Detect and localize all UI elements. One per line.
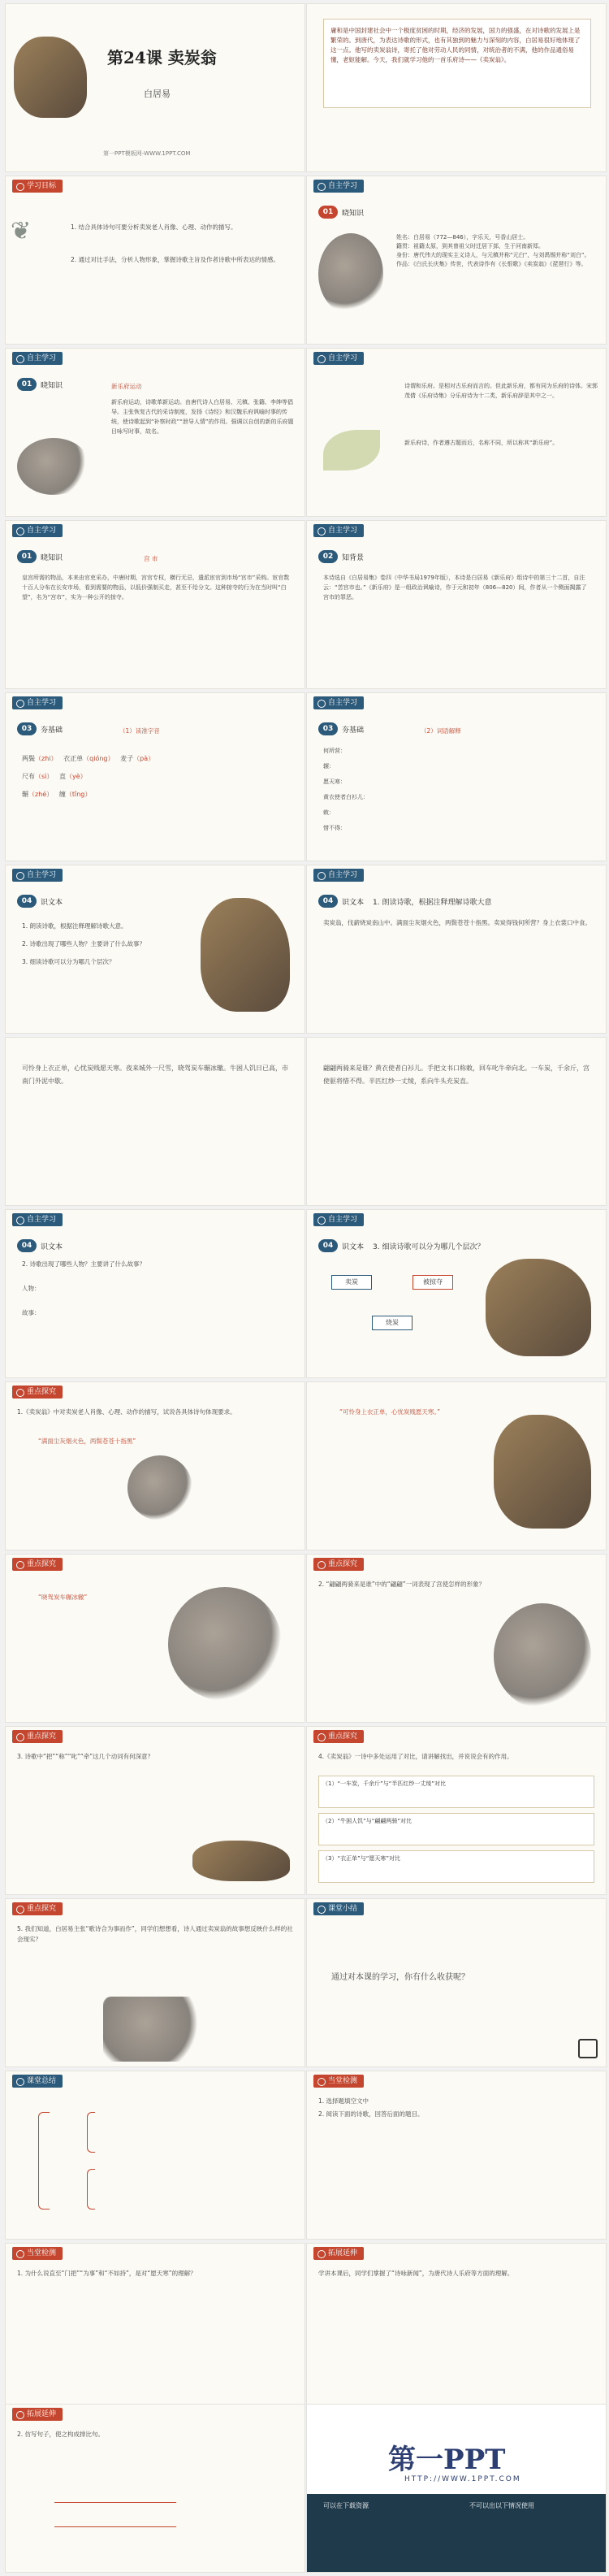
word-list	[323, 744, 599, 836]
poem-text: 可怜身上衣正单，心忧炭贱愿天寒。夜来城外一尺雪，晓驾炭车辗冰辙。牛困人饥日已高，市南门外泥中歇。	[22, 1065, 288, 1085]
ox-illustration	[494, 1415, 591, 1529]
pinyin-4: （sì）	[35, 773, 54, 780]
paragraph: 本诗选自《白居易集》卷四（中华书局1979年版），本诗是白居易《新乐府》组诗中的第三十二首，自注云：“苦宫市也。”《新乐府》是一组政治讽喻诗，作于元和初年（806—820）间，作者从一个侧面揭露了宫市的罪恶。	[323, 575, 587, 601]
brace-bottom	[87, 2169, 95, 2210]
pinyin-6: （zhé）	[28, 791, 54, 798]
section-num: 04	[17, 895, 37, 908]
slide-gongshi[interactable]	[5, 520, 305, 689]
char-6: 辗	[22, 791, 28, 798]
slide-structure[interactable]	[306, 1209, 607, 1378]
section-question: 3. 细读诗歌可以分为哪几个层次？	[373, 1242, 485, 1251]
question: 2. “翩翩两骑来是谁”中的“翩翩”一词表现了宫使怎样的形象？	[318, 1581, 486, 1588]
slide-test-1[interactable]	[306, 2071, 607, 2240]
tag-label: 自主学习	[313, 524, 364, 537]
paragraph: 学讲本课后，同学们掌握了“诗咏新闻”，为唐代诗人乐府等方面的理解。	[318, 2270, 514, 2277]
section-label: 识文本	[342, 898, 365, 907]
question: 2. 仿写句子，使之构成排比句。	[17, 2431, 105, 2438]
comparison-1: （1）“一车炭，千余斤”与“半匹红纱一丈绫”对比	[318, 1776, 594, 1808]
tag-label: 课堂总结	[12, 2075, 63, 2088]
slide-poem-1[interactable]	[306, 865, 607, 1034]
node-plunder: 被掠夺	[412, 1275, 453, 1290]
section-num: 01	[318, 206, 338, 219]
objective-2: 2. 通过对比手法，分析人物形象，掌握诗歌主旨及作者诗歌中所表达的情感。	[71, 256, 280, 263]
poem-text: 翩翩两骑来是谁？黄衣使者白衫儿。手把文书口称敕，回车叱牛牵向北。一车炭，千余斤，宫使驱将惜不得。半匹红纱一丈绫，系向牛头充炭直。	[323, 1065, 590, 1085]
section-question: 1. 朗读诗歌，根据注释理解诗歌大意	[373, 898, 492, 907]
slide-focus-6[interactable]	[306, 1726, 607, 1895]
slide-summary-diagram[interactable]	[5, 2071, 305, 2240]
slide-extension-2[interactable]	[5, 2404, 305, 2573]
word-2: 辗：	[323, 763, 335, 770]
subtitle: （2）词语解释	[421, 727, 461, 735]
subtitle: 宫 市	[144, 555, 158, 562]
pinyin-list	[22, 750, 298, 804]
slide-objectives[interactable]	[5, 176, 305, 345]
footer-heading-right: 不可以出以下情况使用	[469, 2502, 534, 2509]
story-label: 故事：	[22, 1309, 41, 1316]
char-7: 缠	[58, 791, 66, 798]
section-header	[318, 206, 364, 219]
section-num: 01	[17, 550, 37, 563]
section-header	[17, 550, 63, 563]
slide-focus-7[interactable]	[5, 1898, 305, 2067]
ink-illustration	[127, 1455, 192, 1520]
section-label: 识文本	[342, 1242, 365, 1251]
pinyin-7: （tǐng）	[65, 791, 92, 798]
node-sell: 卖炭	[331, 1275, 372, 1290]
tag-label: 学习目标	[12, 180, 63, 193]
tag-label: 自主学习	[12, 696, 63, 709]
slide-poem-3[interactable]	[306, 1037, 607, 1206]
section-header	[17, 722, 63, 735]
tag-label: 自主学习	[313, 869, 364, 882]
section-header	[318, 1239, 484, 1252]
char-2: 衣正单	[63, 755, 84, 762]
slide-xinyuefu[interactable]	[5, 348, 305, 517]
section-num: 03	[17, 722, 37, 735]
comparison-2: （2）“牛困人饥”与“翩翩两骑”对比	[318, 1813, 594, 1845]
slide-pronunciation[interactable]	[5, 692, 305, 861]
section-num: 04	[17, 1239, 37, 1252]
section-header	[318, 722, 364, 735]
tag-label: 重点探究	[313, 1730, 364, 1743]
slide-characters[interactable]	[5, 1209, 305, 1378]
word-1: 何所营：	[323, 748, 346, 754]
author-home: 籍贯：祖籍太原，到其曾祖父时迁居下邽，生于河南新郑。	[396, 243, 544, 249]
section-label: 识文本	[41, 898, 63, 907]
intro-box: 庸和是中国封建社会中一个极度贫困的时期，经济的发展，国力的强盛，在对诗歌的发展上是繁荣的。到唐代，为表达诗歌的形式，也有其独到的魅力与深刻的内容，白居易很好地体现了这一点。他写的卖炭翁诗，寄托了他对劳动人民的同情，对统治者的不满，他的作品通俗易懂，老妪能解。今天，我们就学习他的一首乐府诗——《卖炭翁》。	[323, 19, 591, 108]
author: 白居易	[144, 89, 171, 99]
paragraph: 新乐府运动，诗歌革新运动。由唐代诗人白居易、元稹、张籍、李绅等倡导。主张恢复古代的采诗制度，发扬《诗经》和汉魏乐府讽喻时事的传统，使诗歌起到“补察时政”“泄导人情”的作用。强调以自创的新的乐府题目咏写时事，故名。	[111, 399, 294, 435]
pinyin-3: （pà）	[133, 755, 155, 762]
tag-label: 重点探究	[313, 1558, 364, 1571]
section-label: 夯基础	[342, 726, 365, 735]
tag-label: 课堂小结	[313, 1902, 364, 1915]
ox-illustration	[14, 37, 87, 118]
question-2: 2. 诗歌出现了哪些人物？主要讲了什么故事？	[22, 940, 146, 948]
section-header	[17, 1239, 63, 1252]
question: 4.《卖炭翁》一诗中多处运用了对比，请讲解找出，并说说会有的作用。	[318, 1753, 513, 1760]
section-label: 晓知识	[342, 209, 365, 218]
pinyin-5: （yè）	[66, 773, 87, 780]
slide-focus-2[interactable]	[306, 1381, 607, 1550]
answer-underline	[54, 2526, 176, 2527]
ink-illustration	[168, 1587, 282, 1701]
section-num: 03	[318, 722, 338, 735]
section-num: 01	[17, 378, 37, 391]
tag-label: 自主学习	[313, 696, 364, 709]
char-4: 尺布	[22, 773, 35, 780]
ox-illustration	[201, 898, 290, 1012]
slide-focus-5[interactable]	[5, 1726, 305, 1895]
subtitle: 新乐府运动	[111, 383, 142, 390]
section-header	[318, 895, 491, 908]
tag-label: 拓展延伸	[313, 2247, 364, 2260]
slide-reading-questions[interactable]	[5, 865, 305, 1034]
quote: “晓驾炭车辗冰辙”	[38, 1594, 88, 1601]
paragraph-1: 诗谓和乐府。是相对古乐府而言的。但此新乐府，都有同为乐府的诗体。宋郭茂倩《乐府诗集》分乐府诗为十二类，新乐府辞是其中之一。	[404, 383, 598, 399]
tag-label: 自主学习	[313, 352, 364, 365]
tag-label: 当堂检测	[313, 2075, 364, 2088]
tag-label: 当堂检测	[12, 2247, 63, 2260]
question: 3. 诗歌中“把”“称”“叱”“牵”这几个动词有何深意？	[17, 1753, 154, 1760]
char-5: 直	[59, 773, 67, 780]
section-num: 02	[318, 550, 338, 563]
section-header	[17, 378, 63, 391]
question-1: 1. 为什么说直至“门把”“为事”和“不如持”，是对“愿天寒”的理解？	[17, 2270, 197, 2277]
tag-label: 自主学习	[12, 869, 63, 882]
ox-illustration	[486, 1259, 591, 1356]
char-1: 两鬓	[22, 755, 35, 762]
slide-vocabulary[interactable]	[306, 692, 607, 861]
char-3: 麦子	[120, 755, 134, 762]
slide-author[interactable]	[306, 176, 607, 345]
tag-label: 自主学习	[12, 524, 63, 537]
quote: “可怜身上衣正单，心忧炭贱愿天寒。”	[339, 1408, 441, 1416]
quote: “满面尘灰烟火色，两鬓苍苍十指黑”	[38, 1438, 136, 1445]
paragraph: 皇宫所需的物品，本来由官吏采办，中唐时期，宫官专权，横行无忌，遣派宦官到市场“宫市”采购。宦官数十百人分布在长安市场，看到需要的物品，以低价强制买走，甚至不给分文。这种掠夺的行为在当时叫“白望”，名为“宫市”，实为一种公开的掠夺。	[22, 575, 290, 601]
brace-left	[38, 2112, 50, 2210]
logo-text: 第一PPT	[388, 2444, 506, 2476]
slide-intro[interactable]	[306, 3, 607, 172]
slide-end[interactable]	[306, 2404, 607, 2573]
slide-test-2[interactable]	[5, 2243, 305, 2412]
lesson-title: 第24课 卖炭翁	[107, 48, 217, 67]
slide-focus-1[interactable]	[5, 1381, 305, 1550]
slide-poem-2[interactable]	[5, 1037, 305, 1206]
answer-underline	[54, 2502, 176, 2503]
tag-label: 重点探究	[12, 1902, 63, 1915]
section-label: 知背景	[342, 553, 365, 562]
section-num: 04	[318, 1239, 338, 1252]
portrait-illustration	[318, 233, 383, 314]
section-label: 晓知识	[41, 553, 63, 562]
word-3: 愿天寒：	[323, 778, 346, 785]
tag-label: 自主学习	[12, 352, 63, 365]
word-4: 黄衣使者白衫儿：	[323, 794, 369, 800]
slide-extension-1[interactable]	[306, 2243, 607, 2412]
tag-label: 重点探究	[12, 1558, 63, 1571]
author-works: 作品：《白氏长庆集》传世，代表诗作有《长恨歌》《卖炭翁》《琵琶行》等。	[396, 261, 587, 267]
section-label: 识文本	[41, 1242, 63, 1251]
question-3: 3. 细读诗歌可以分为哪几个层次？	[22, 958, 115, 965]
footer-heading-left: 可以在下载资源	[323, 2502, 369, 2509]
comparison-3: （3）“衣正单”与“愿天寒”对比	[318, 1850, 594, 1883]
word-5: 敕：	[323, 809, 335, 816]
author-name: 姓名：白居易（772—846），字乐天，号香山居士。	[396, 234, 529, 241]
tag-label: 拓展延伸	[12, 2408, 63, 2421]
tag-label: 重点探究	[12, 1730, 63, 1743]
section-num: 04	[318, 895, 338, 908]
objective-1: 1. 结合具体诗句可要分析卖炭老人肖像、心理、动作的描写。	[71, 223, 237, 231]
tag-label: 自主学习	[313, 180, 364, 193]
question-1: 1. 朗读诗歌，根据注释理解诗歌大意。	[22, 922, 127, 930]
slide-summary-prompt[interactable]	[306, 1898, 607, 2067]
slide-xinyuefu-2[interactable]	[306, 348, 607, 517]
tag-label: 重点探究	[12, 1386, 63, 1399]
author-identity: 身份：唐代伟大的现实主义诗人，与元稹并称“元白”，与刘禹锡并称“刘白”。	[396, 252, 590, 258]
section-label: 晓知识	[41, 381, 63, 390]
question-2: 2. 阅读下面的诗歌，回答后面的题目。	[318, 2110, 424, 2118]
paragraph-2: 新乐府诗，作者遵古题而后，名称不同，所以称其“新乐府”。	[404, 440, 559, 446]
section-label: 夯基础	[41, 726, 63, 735]
leaf-illustration	[323, 430, 380, 471]
ink-bird-illustration	[17, 438, 90, 495]
node-burn: 烧炭	[372, 1316, 412, 1330]
tag-label: 自主学习	[12, 1213, 63, 1226]
prompt-text: 通过对本课的学习，你有什么收获呢？	[331, 1973, 469, 1982]
footer-text: 第一PPT模板网-WWW.1PPT.COM	[103, 150, 191, 157]
subtitle: （1）读准字音	[119, 727, 160, 735]
ink-illustration	[494, 1603, 591, 1709]
question: 5. 我们知道，白居易主张“歌诗合为事而作”，同学们想想看，诗人通过卖炭翁的故事想反映什么样的社会现实？	[17, 1925, 293, 1943]
question-1: 1. 选择题填空文中	[318, 2097, 369, 2105]
people-label: 人物：	[22, 1285, 41, 1292]
slide-background[interactable]	[306, 520, 607, 689]
edit-icon[interactable]	[578, 2039, 598, 2058]
slide-title[interactable]	[5, 3, 305, 172]
question: 1.《卖炭翁》中对卖炭老人肖像、心理、动作的描写，试说各具体诗句体现要求。	[17, 1408, 236, 1416]
slide-focus-3[interactable]	[5, 1554, 305, 1723]
cart-illustration	[192, 1841, 290, 1881]
pinyin-2: （qióng）	[83, 755, 114, 762]
pinyin-1: （zhi）	[35, 755, 58, 762]
slide-focus-4[interactable]	[306, 1554, 607, 1723]
section-header	[17, 895, 63, 908]
question: 2. 诗歌出现了哪些人物？主要讲了什么故事？	[22, 1260, 146, 1268]
word-6: 惜不得：	[323, 825, 346, 831]
brace-top	[87, 2112, 95, 2153]
section-header	[318, 550, 364, 563]
tag-label: 自主学习	[313, 1213, 364, 1226]
pine-decoration: ❦	[11, 217, 32, 245]
logo-url[interactable]: HTTP://WWW.1PPT.COM	[404, 2475, 521, 2483]
poem-text: 卖炭翁，伐薪烧炭南山中。满面尘灰烟火色，两鬓苍苍十指黑。卖炭得钱何所营？身上衣裳口中食。	[323, 919, 591, 926]
landscape-illustration	[103, 1997, 209, 2062]
